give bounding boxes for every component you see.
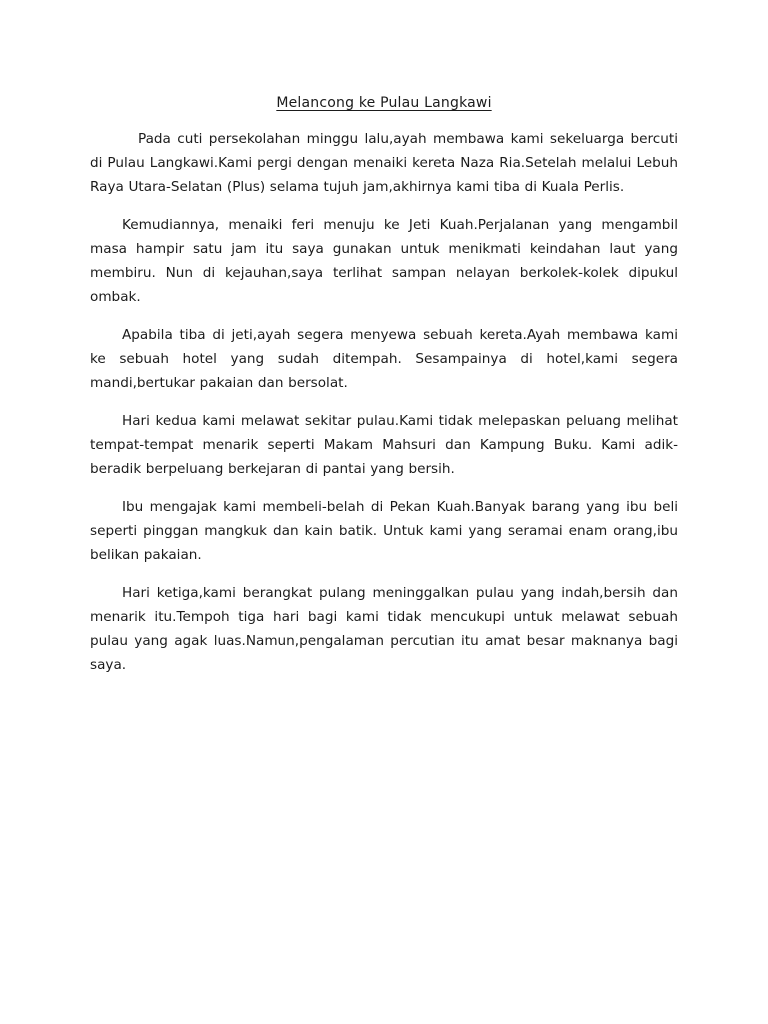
paragraph-6: Hari ketiga,kami berangkat pulang meninggalkan pulau yang indah,bersih dan menarik itu.Tempoh tiga hari bagi kami tidak mencukupi untuk melawat sebuah pulau yang agak luas.Namun,pengalaman percutian itu amat besar maknanya bagi saya. <box>90 585 678 673</box>
paragraph-5: Ibu mengajak kami membeli-belah di Pekan Kuah.Banyak barang yang ibu beli seperti pinggan mangkuk dan kain batik. Untuk kami yang seramai enam orang,ibu belikan pakaian. <box>90 499 678 563</box>
document-title: Melancong ke Pulau Langkawi <box>276 95 492 111</box>
paragraph-4: Hari kedua kami melawat sekitar pulau.Kami tidak melepaskan peluang melihat tempat-tempat menarik seperti Makam Mahsuri dan Kampung Buku. Kami adik-beradik berpeluang berkejaran di pantai yang bersih. <box>90 413 678 477</box>
paragraph-3: Apabila tiba di jeti,ayah segera menyewa sebuah kereta.Ayah membawa kami ke sebuah hotel yang sudah ditempah. Sesampainya di hotel,kami segera mandi,bertukar pakaian dan bersolat. <box>90 327 678 391</box>
paragraph-2: Kemudiannya, menaiki feri menuju ke Jeti Kuah.Perjalanan yang mengambil masa hampir satu jam itu saya gunakan untuk menikmati keindahan laut yang membiru. Nun di kejauhan,saya terlihat sampan nelayan berkolek-kolek dipukul ombak. <box>90 217 678 305</box>
paragraph-1: Pada cuti persekolahan minggu lalu,ayah membawa kami sekeluarga bercuti di Pulau Langkawi.Kami pergi dengan menaiki kereta Naza Ria.Setelah melalui Lebuh Raya Utara-Selatan (Plus) selama tujuh jam,akhirnya kami tiba di Kuala Perlis. <box>90 131 678 195</box>
document-body <box>90 127 678 691</box>
